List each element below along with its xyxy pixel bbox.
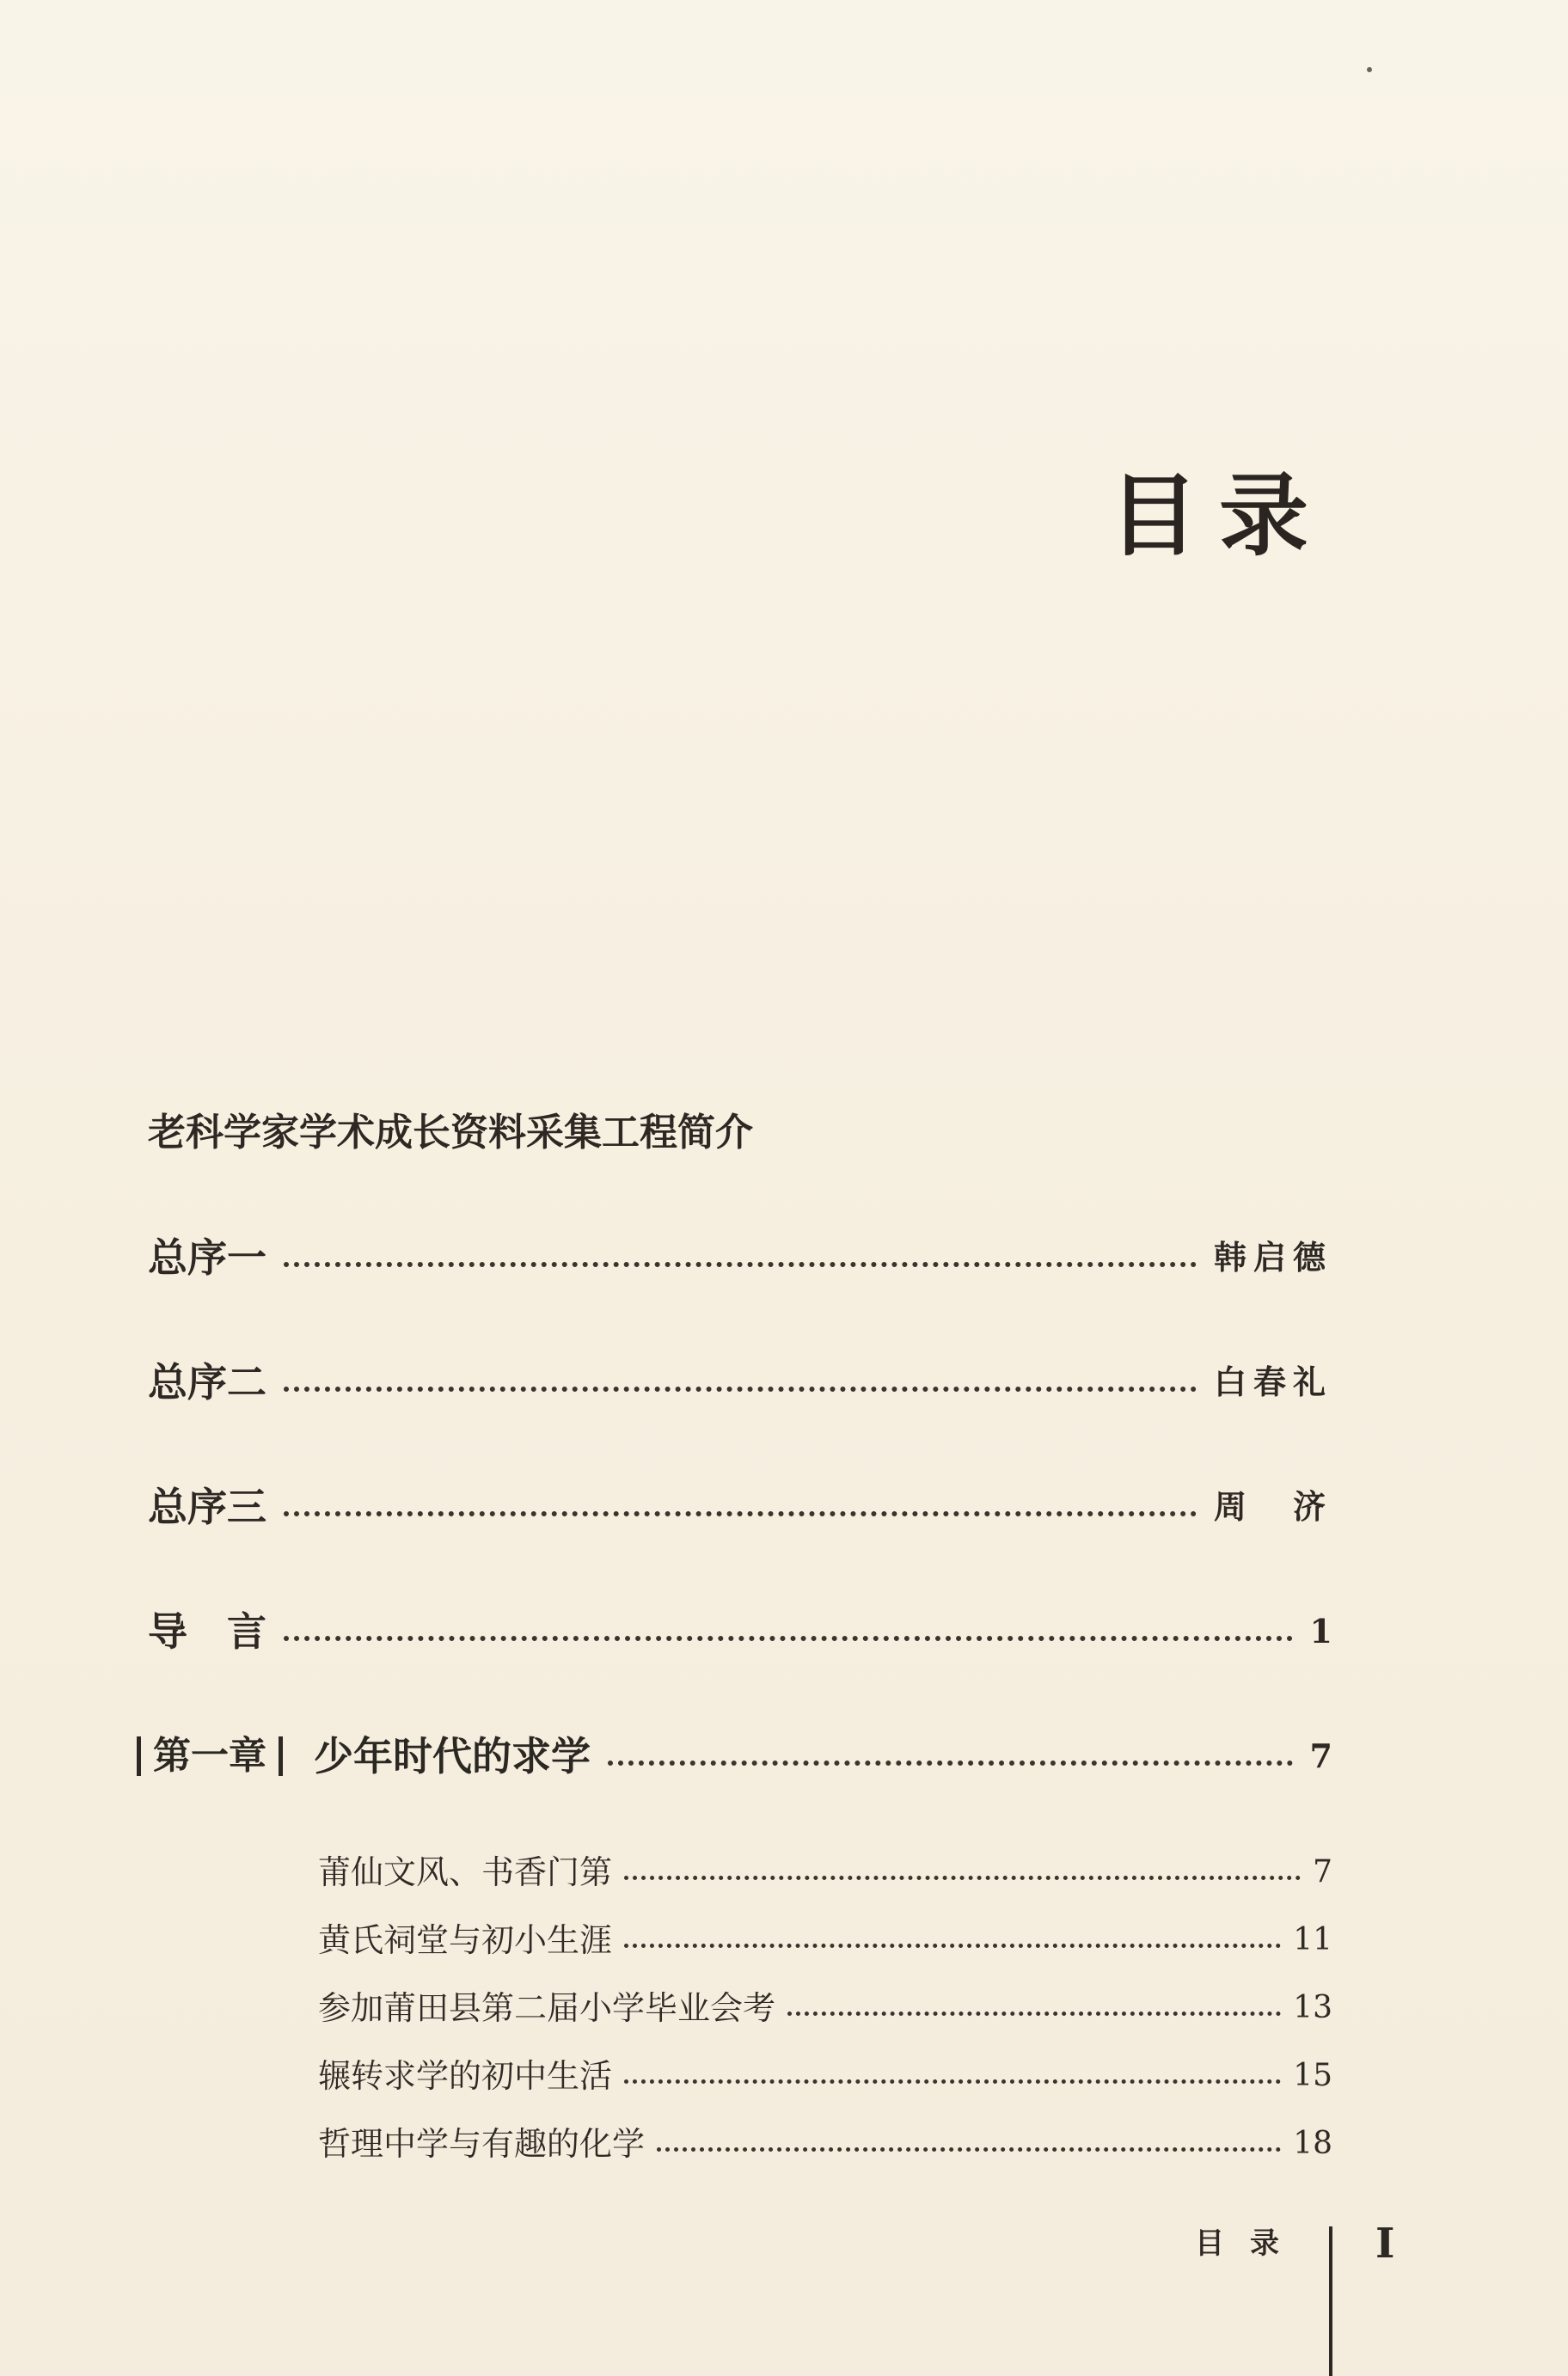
dot-leader: [284, 1511, 1197, 1516]
dot-leader: [624, 2079, 1281, 2084]
toc-introduction-label: 导 言: [148, 1608, 266, 1655]
toc-section: [318, 1914, 1332, 1966]
dot-leader: [624, 1876, 1301, 1880]
badge-bar: [279, 1736, 283, 1776]
dot-leader: [787, 2012, 1281, 2016]
chapter-number: 第一章: [153, 1734, 266, 1778]
toc-chapter-1: [125, 1726, 1332, 1786]
toc-page-number: 11: [1293, 1922, 1332, 1957]
toc-introduction: [148, 1601, 1332, 1662]
dot-leader: [284, 1636, 1293, 1641]
dot-leader: [608, 1761, 1293, 1766]
toc-section-label: 辗转求学的初中生活: [318, 2057, 613, 2095]
print-speck: [1367, 67, 1372, 72]
badge-bar: [137, 1736, 141, 1776]
dot-leader: [284, 1262, 1197, 1267]
toc-preface-label: 总序三: [148, 1484, 266, 1530]
toc-preface-2: [148, 1352, 1332, 1412]
toc-page-number: 18: [1293, 2126, 1332, 2161]
toc-preface-1: [148, 1228, 1332, 1288]
toc-preface-label: 总序二: [148, 1359, 266, 1405]
toc-section: [318, 1846, 1332, 1898]
toc-section: [318, 2050, 1332, 2102]
footer-divider: [1329, 2226, 1332, 2376]
toc-page-number: 7: [1309, 1736, 1332, 1775]
dot-leader: [657, 2147, 1281, 2152]
chapter-title: 少年时代的求学: [314, 1733, 591, 1779]
page-title: 目录: [1109, 462, 1330, 568]
dot-leader: [284, 1387, 1197, 1392]
toc-page-number: 15: [1293, 2058, 1332, 2093]
toc-preface-3: [148, 1477, 1332, 1537]
toc-section-label: 莆仙文风、书香门第: [318, 1853, 613, 1891]
dot-leader: [624, 1944, 1281, 1948]
toc-preface-author: 韩启德: [1213, 1238, 1332, 1277]
toc-section: [318, 1982, 1332, 2034]
toc-preface-author: 周 济: [1213, 1487, 1332, 1526]
toc-page-number: 1: [1309, 1612, 1332, 1650]
toc-section-label: 哲理中学与有趣的化学: [318, 2125, 646, 2163]
toc-page-number: 7: [1313, 1854, 1332, 1889]
toc-intro-entry: 老科学家学术成长资料采集工程简介: [148, 1111, 753, 1154]
chapter-badge: [125, 1726, 295, 1786]
toc-page-number: 13: [1293, 1990, 1332, 2025]
toc-section: [318, 2118, 1332, 2170]
toc-preface-author: 白春礼: [1213, 1363, 1332, 1401]
toc-section-label: 黄氏祠堂与初小生涯: [318, 1921, 613, 1959]
toc-preface-label: 总序一: [148, 1234, 266, 1281]
toc-section-label: 参加莆田县第二届小学毕业会考: [318, 1989, 776, 2027]
running-footer-label: 目录: [1195, 2226, 1305, 2261]
footer-page-number: I: [1375, 2220, 1395, 2268]
